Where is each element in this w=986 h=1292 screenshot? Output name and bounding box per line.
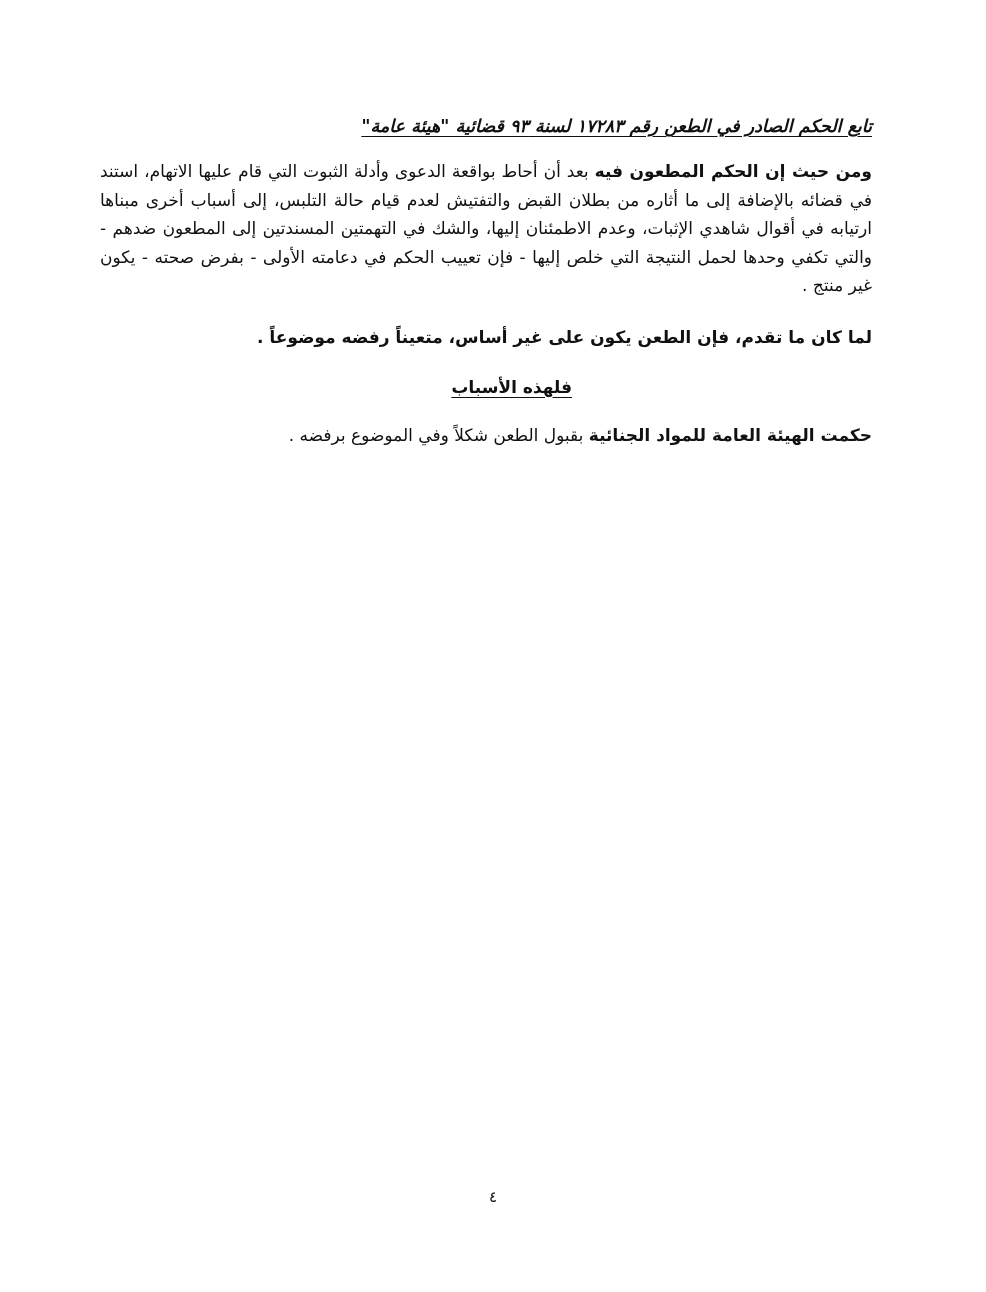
page-heading: تابع الحكم الصادر في الطعن رقم ١٧٢٨٣ لسنة ٩٣ قضائية "هيئة عامة" bbox=[361, 117, 872, 137]
verdict-lead: حكمت الهيئة العامة للمواد الجنائية bbox=[588, 425, 872, 446]
page-number: ٤ bbox=[488, 1188, 498, 1206]
conclusion-paragraph: لما كان ما تقدم، فإن الطعن يكون على غير أساس، متعيناً رفضه موضوعاً . bbox=[256, 327, 872, 348]
verdict-paragraph bbox=[100, 421, 872, 451]
verdict-text: بقبول الطعن شكلاً وفي الموضوع برفضه . bbox=[288, 425, 589, 446]
causes-heading: فلهذه الأسباب bbox=[451, 377, 572, 398]
reasoning-lead: ومن حيث إن الحكم المطعون فيه bbox=[594, 162, 873, 182]
document-body bbox=[100, 110, 872, 451]
reasoning-paragraph bbox=[100, 158, 872, 301]
reasoning-text: بعد أن أحاط بواقعة الدعوى وأدلة الثبوت التي قام عليها الاتهام، استند في قضائه بالإضافة إلى ما أثاره من بطلان القبض والتفتيش لعدم قيام حالة التلبس، إلى أسباب أخرى مبناها ارتيابه في أقوال شاهدي الإثبات، وعدم الاطمئنان إليها، والشك في التهمتين المسندتين إلى المطعون ضدهم - والتي تكفي وحدها لحمل النتيجة التي خلص إليها - فإن تعييب الحكم في دعامته الأولى - بفرض صحته - يكون غير منتج . bbox=[100, 162, 872, 296]
